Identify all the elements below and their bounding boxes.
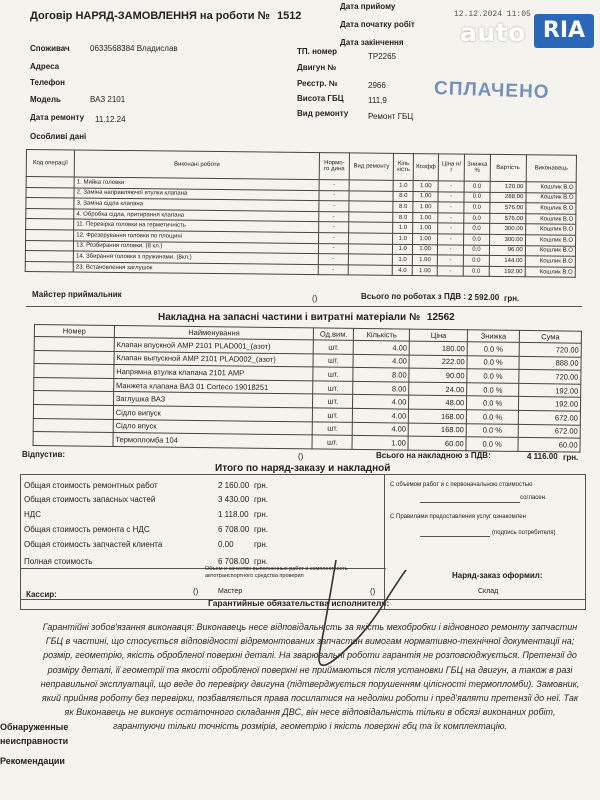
parts-cell-sum: 720.00 bbox=[519, 370, 581, 384]
parts-cell-qty: 1.00 bbox=[352, 436, 408, 450]
works-cell-disc: 0.0 bbox=[464, 181, 490, 192]
works-cell-qty: 1.0 bbox=[393, 244, 413, 255]
works-total-label: Всього по роботах з ПДВ : bbox=[361, 292, 467, 301]
works-cell-qty: 8.0 bbox=[393, 191, 413, 202]
cashier-paren: () bbox=[193, 587, 199, 596]
parts-cell-disc: 0.0 % bbox=[467, 369, 519, 383]
works-cell-name: 2. Заміна направляючої втулки клапана bbox=[74, 188, 319, 201]
works-cell-name: 12. Фрезерування головки по площині bbox=[74, 230, 319, 243]
works-cell-qty: 1.0 bbox=[393, 180, 413, 191]
parts-cell-disc: 0.0 % bbox=[466, 423, 518, 437]
works-cell-norm: - bbox=[318, 254, 348, 265]
summary-row-label: НДС bbox=[24, 510, 41, 519]
parts-cell-qty: 4.00 bbox=[353, 354, 409, 368]
works-cell-type bbox=[349, 180, 393, 191]
parts-cell-disc: 0.0 % bbox=[467, 383, 519, 397]
works-cell-coef: 1.00 bbox=[413, 191, 438, 202]
parts-invoice-number: 12562 bbox=[426, 312, 455, 323]
parts-cell-name: Сідло випуск bbox=[113, 405, 313, 421]
quality-check-note-line1: Объем и качество выполненных работ и комплектность bbox=[205, 566, 348, 572]
document-title: Договір НАРЯД-ЗАМОВЛЕННЯ на роботи № 1512 bbox=[30, 10, 302, 22]
works-cell-norm: - bbox=[318, 264, 348, 275]
watermark-auto-text: auto bbox=[460, 18, 526, 47]
head-height-value: 111,9 bbox=[368, 96, 387, 105]
parts-cell-qty: 4.00 bbox=[352, 422, 408, 436]
works-cell-worker: Кошлик В.О bbox=[526, 192, 576, 203]
works-cell-disc: 0.0 bbox=[464, 213, 490, 224]
summary-row-unit: грн. bbox=[254, 495, 269, 504]
summary-row-label: Общая стоимость ремонта с НДС bbox=[24, 525, 150, 534]
cashier-label: Кассир: bbox=[26, 590, 57, 599]
parts-cell-price: 168.00 bbox=[408, 423, 466, 437]
parts-cell-price: 180.00 bbox=[409, 341, 467, 355]
works-cell-price: - bbox=[438, 223, 464, 234]
parts-cell-disc: 0.0 % bbox=[467, 355, 519, 369]
master-receiver-label: Майстер приймальник bbox=[32, 290, 122, 299]
parts-cell-disc: 0.0 % bbox=[467, 342, 519, 356]
works-cell-disc: 0.0 bbox=[464, 223, 490, 234]
parts-cell-num bbox=[33, 418, 113, 433]
parts-cell-sum: 672.00 bbox=[518, 424, 580, 438]
works-cell-disc: 0.0 bbox=[464, 192, 490, 203]
works-cell-qty: 4.0 bbox=[392, 265, 412, 276]
parts-cell-num bbox=[34, 350, 114, 365]
works-cell-coef: 1.00 bbox=[413, 202, 438, 213]
works-col-worker: Виконавець bbox=[526, 155, 576, 183]
works-col-price: Ціна н/г bbox=[438, 154, 464, 181]
phone-label: Телефон bbox=[30, 78, 65, 87]
works-cell-code bbox=[25, 261, 73, 272]
works-cell-price: - bbox=[438, 244, 464, 255]
works-cell-worker: Кошлик В.О bbox=[526, 182, 576, 193]
works-cell-coef: 1.00 bbox=[413, 181, 438, 192]
works-cell-type bbox=[348, 243, 392, 254]
works-cell-norm: - bbox=[319, 211, 349, 222]
parts-cell-name: Сідло впуск bbox=[113, 419, 313, 435]
parts-cell-qty: 8.00 bbox=[353, 368, 409, 382]
parts-invoice-title: Накладна на запасні частини і витратні матеріали № 12562 bbox=[158, 312, 455, 323]
works-cell-qty: 1.0 bbox=[393, 223, 413, 234]
engine-number-label: Двигун № bbox=[297, 63, 337, 72]
works-cell-disc: 0.0 bbox=[463, 266, 489, 277]
parts-cell-sum: 60.00 bbox=[518, 438, 580, 452]
works-cell-norm: - bbox=[319, 222, 349, 233]
summary-divider bbox=[384, 474, 385, 610]
works-cell-worker: Кошлик В.О bbox=[526, 214, 576, 225]
parts-cell-num bbox=[34, 337, 114, 352]
summary-row-value: 1 118.00 bbox=[218, 510, 249, 519]
parts-col-number: Номер bbox=[34, 325, 114, 338]
works-cell-worker: Кошлик В.О bbox=[525, 224, 575, 235]
parts-cell-sum: 720.00 bbox=[519, 342, 581, 356]
parts-cell-num bbox=[33, 432, 113, 447]
parts-cell-sum: 192.00 bbox=[519, 383, 581, 397]
works-cell-name: 13. Розбирання головки. (8 кл.) bbox=[74, 241, 319, 254]
works-col-cost: Вартість bbox=[490, 154, 526, 181]
recommendations-label: Рекомендации bbox=[0, 756, 65, 766]
summary-row-unit: грн. bbox=[254, 557, 269, 566]
summary-row-label: Общая стоимость запасных частей bbox=[24, 495, 156, 504]
repair-date-label: Дата ремонту bbox=[30, 113, 85, 122]
works-cell-coef: 1.00 bbox=[413, 244, 438, 255]
parts-cell-price: 90.00 bbox=[409, 368, 467, 382]
works-cell-qty: 8.0 bbox=[393, 202, 413, 213]
consent-sign-line-2 bbox=[420, 536, 490, 537]
works-cell-worker: Кошлик В.О bbox=[525, 256, 575, 267]
works-cell-name: 3. Заміна сідла клапана bbox=[74, 198, 319, 211]
received-date-label: Дата прийому bbox=[340, 2, 396, 11]
parts-cell-qty: 4.00 bbox=[353, 408, 409, 422]
works-col-discount: Знижка % bbox=[464, 154, 490, 181]
address-label: Адреса bbox=[30, 62, 60, 71]
parts-total-currency: грн. bbox=[563, 453, 579, 462]
works-cell-price: - bbox=[438, 213, 464, 224]
works-cell-cost: 192.00 bbox=[489, 266, 525, 277]
parts-total-label: Всього на накладною з ПДВ: bbox=[376, 451, 491, 460]
parts-cell-price: 48.00 bbox=[409, 395, 467, 409]
guarantee-text: Гарантійні зобов'язання виконавця: Виконавець несе відповідальність за якість мехобробки і відновного ремонту запчастин ГБЦ в частині, що стосується відповідності відремонтованих запчастин вимогам нормативно-технічної документації на; розмір, геометрію, якість обробленої поверхні деталі. На зварювальні роботи гарантія не розповсюджується. Претензії до розміру деталі, її геометрії та якості обробленої поверхні не приймаються після установки ГБЦ на двигун, а також в разі неправильної эксплуатації, що веде до перевірку двигуна (підтверджується порушенням цілісності термопломби). Замовник, який прийняв роботу без перевірки, позбавляється права посилатися на недоліки роботи і пред'являти претензії до неї. Так як Виконавець не виконує остаточного складання ДВС, він несе відповідальність тільки в обсязі виконаних робіт, гарантуючи тільки точність розмірів, геометрію і якість поверхні гбц та їх комплектацію. bbox=[40, 622, 580, 732]
parts-cell-unit: шт. bbox=[313, 421, 353, 435]
works-col-code: Код операції bbox=[26, 150, 74, 178]
works-cell-price: - bbox=[437, 266, 463, 277]
parts-cell-unit: шт. bbox=[313, 408, 353, 422]
reg-number-label: Реєстр. № bbox=[297, 79, 338, 88]
parts-table bbox=[33, 324, 582, 452]
defects-label: Обнаруженные неисправности bbox=[0, 722, 69, 746]
consent-signature-label: (подпись потребителя) bbox=[492, 530, 556, 536]
works-cell-cost: 300.00 bbox=[489, 234, 525, 245]
parts-cell-qty: 4.00 bbox=[353, 395, 409, 409]
model-value: ВАЗ 2101 bbox=[90, 95, 126, 104]
works-cell-type bbox=[349, 212, 393, 223]
works-cell-type bbox=[348, 254, 392, 265]
parts-cell-sum: 672.00 bbox=[518, 410, 580, 424]
summary-row-value: 6 708.00 bbox=[218, 525, 250, 534]
start-date-label: Дата початку робіт bbox=[340, 20, 415, 29]
parts-cell-qty: 8.00 bbox=[353, 381, 409, 395]
works-cell-code bbox=[26, 219, 74, 230]
parts-cell-name: Клапан выпускной АМР 2101 PLAD002_(азот) bbox=[114, 351, 314, 367]
works-cell-disc: 0.0 bbox=[463, 255, 489, 266]
works-cell-qty: 1.0 bbox=[393, 233, 413, 244]
repair-type-value: Ремонт ГБЦ bbox=[368, 112, 414, 121]
works-cell-disc: 0.0 bbox=[464, 202, 490, 213]
parts-cell-price: 60.00 bbox=[408, 436, 466, 450]
works-cell-worker: Кошлик В.О bbox=[525, 266, 575, 277]
works-cell-qty: 1.0 bbox=[392, 255, 412, 266]
parts-cell-price: 168.00 bbox=[409, 409, 467, 423]
works-cell-code bbox=[26, 208, 74, 219]
works-total-currency: грн. bbox=[504, 294, 520, 303]
parts-cell-unit: шт. bbox=[313, 381, 353, 395]
parts-cell-num bbox=[34, 364, 114, 379]
works-cell-type bbox=[349, 222, 393, 233]
works-cell-coef: 1.00 bbox=[412, 265, 437, 276]
special-notes-label: Особливі дані bbox=[30, 132, 87, 141]
summary-row-label: Общая стоимость ремонтных работ bbox=[24, 481, 158, 490]
parts-col-sum: Сума bbox=[519, 330, 581, 343]
customer-value: 0633568384 Владислав bbox=[90, 44, 178, 53]
parts-cell-qty: 4.00 bbox=[353, 340, 409, 354]
consent-volume-text: С объемом работ и с первоначальною стоимостью bbox=[390, 482, 533, 488]
parts-col-unit: Од.вим. bbox=[314, 328, 354, 340]
works-cell-price: - bbox=[437, 255, 463, 266]
parts-cell-disc: 0.0 % bbox=[467, 396, 519, 410]
parts-cell-name: Клапан впускной АМР 2101 PLAD001_(азот) bbox=[114, 337, 314, 353]
works-cell-norm: - bbox=[319, 201, 349, 212]
repair-type-label: Вид ремонту bbox=[297, 109, 349, 118]
summary-row-value: 0.00 bbox=[218, 540, 234, 549]
works-cell-code bbox=[26, 229, 74, 240]
parts-col-qty: Кількість bbox=[354, 328, 410, 341]
works-cell-code bbox=[26, 177, 74, 188]
works-cell-coef: 1.00 bbox=[413, 255, 438, 266]
works-cell-cost: 120.00 bbox=[490, 181, 526, 192]
order-number: 1512 bbox=[276, 10, 302, 22]
summary-row-unit: грн. bbox=[254, 540, 269, 549]
parts-col-name: Найменування bbox=[114, 325, 314, 339]
warehouse-label: Склад bbox=[478, 588, 499, 595]
works-cell-price: - bbox=[438, 181, 464, 192]
works-cell-worker: Кошлик В.О bbox=[525, 245, 575, 256]
issued-by-label: Відпустив: bbox=[22, 450, 66, 459]
works-cell-type bbox=[348, 265, 392, 276]
works-cell-name: 23. Встановлення заглушок bbox=[73, 262, 318, 275]
parts-cell-name: Заглушка ВАЗ bbox=[113, 392, 313, 408]
quality-check-note-line2: автотранспортного средства проверил bbox=[205, 573, 304, 579]
parts-cell-unit: шт. bbox=[313, 354, 353, 368]
summary-row-unit: грн. bbox=[254, 481, 269, 490]
watermark-ria-badge: RIA bbox=[534, 14, 594, 48]
works-cell-code bbox=[26, 198, 74, 209]
parts-cell-unit: шт. bbox=[313, 367, 353, 381]
parts-cell-name: Манжета клапана ВАЗ 01 Corteco 19018251 bbox=[114, 378, 314, 394]
end-date-label: Дата закінчення bbox=[340, 38, 404, 47]
summary-row-value: 3 430.00 bbox=[218, 495, 250, 504]
tp-number-label: ТП. номер bbox=[297, 47, 337, 56]
summary-title: Итого по наряд-заказу и накладной bbox=[215, 463, 391, 474]
summary-row-label: Общая стоимость запчастей клиента bbox=[24, 540, 163, 549]
works-cell-disc: 0.0 bbox=[464, 245, 490, 256]
works-cell-cost: 576.00 bbox=[489, 213, 525, 224]
parts-cell-disc: 0.0 % bbox=[466, 410, 518, 424]
head-height-label: Висота ГБЦ bbox=[297, 94, 344, 103]
parts-cell-num bbox=[34, 391, 114, 406]
summary-row-label: Полная стоимость bbox=[24, 557, 93, 566]
consent-agree-text: согласен. bbox=[520, 495, 547, 501]
works-cell-code bbox=[26, 187, 74, 198]
works-cell-worker: Кошлик В.О bbox=[525, 235, 575, 246]
works-col-coef: Коэфф bbox=[413, 154, 438, 181]
works-table bbox=[25, 149, 577, 278]
works-col-type: Вид ремонту bbox=[349, 153, 393, 180]
tp-number-value: ТР2265 bbox=[368, 52, 397, 61]
works-cell-coef: 1.00 bbox=[413, 234, 438, 245]
works-cell-cost: 288.00 bbox=[490, 192, 526, 203]
works-cell-cost: 300.00 bbox=[489, 224, 525, 235]
parts-cell-disc: 0.0 % bbox=[466, 437, 518, 451]
works-col-name: Виконані роботи bbox=[74, 150, 319, 180]
works-cell-worker: Кошлик В.О bbox=[526, 203, 576, 214]
parts-total-value: 4 116.00 bbox=[527, 452, 558, 461]
summary-row-unit: грн. bbox=[254, 510, 269, 519]
master-receiver-paren: () bbox=[312, 294, 318, 303]
parts-cell-unit: шт. bbox=[312, 435, 352, 449]
works-cell-price: - bbox=[438, 191, 464, 202]
works-cell-price: - bbox=[438, 202, 464, 213]
order-formed-label: Наряд-заказ оформил: bbox=[452, 571, 543, 580]
works-cell-code bbox=[25, 240, 73, 251]
parts-col-discount: Знижка bbox=[467, 330, 519, 343]
works-cell-norm: - bbox=[319, 190, 349, 201]
works-cell-cost: 576.00 bbox=[490, 203, 526, 214]
received-date-value: 12.12.2024 11:05 bbox=[454, 10, 531, 19]
works-cell-name: 11. Перевірка головки на герметичність bbox=[74, 219, 319, 232]
works-cell-coef: 1.00 bbox=[413, 223, 438, 234]
parts-col-price: Ціна bbox=[410, 329, 468, 342]
works-cell-norm: - bbox=[319, 180, 349, 191]
parts-cell-unit: шт. bbox=[314, 340, 354, 354]
works-cell-price: - bbox=[438, 234, 464, 245]
summary-row-value: 6 708.00 bbox=[218, 557, 250, 566]
parts-cell-sum: 192.00 bbox=[519, 397, 581, 411]
separator-line bbox=[26, 306, 582, 307]
works-cell-name: 4. Обробка сідла, притирання клапана bbox=[74, 209, 319, 222]
customer-label: Споживач bbox=[30, 44, 70, 53]
works-col-qty: Кіль кість bbox=[393, 153, 413, 180]
parts-cell-num bbox=[34, 377, 114, 392]
works-cell-cost: 96.00 bbox=[489, 245, 525, 256]
works-cell-norm: - bbox=[318, 233, 348, 244]
works-cell-disc: 0.0 bbox=[464, 234, 490, 245]
works-col-norm: Нормо-го дина bbox=[319, 153, 349, 180]
works-cell-code bbox=[25, 251, 73, 262]
repair-date-value: 11.12.24 bbox=[95, 115, 126, 124]
parts-cell-name: Термопломба 104 bbox=[113, 433, 313, 449]
parts-cell-num bbox=[33, 404, 113, 419]
works-cell-coef: 1.00 bbox=[413, 212, 438, 223]
master-paren: () bbox=[370, 587, 376, 596]
parts-cell-name: Напрямна втулка клапана 2101 AMP bbox=[114, 365, 314, 381]
works-total-value: 2 592.00 bbox=[468, 293, 500, 302]
works-cell-name: 1. Мийка головки bbox=[74, 177, 319, 190]
works-cell-type bbox=[349, 201, 393, 212]
summary-row-value: 2 160.00 bbox=[218, 481, 250, 490]
works-cell-norm: - bbox=[318, 243, 348, 254]
parts-cell-unit: шт. bbox=[313, 394, 353, 408]
works-cell-name: 14. Збирання головки з пружинами. (8кл.) bbox=[73, 251, 318, 264]
paid-stamp: СПЛАЧЕНО bbox=[433, 77, 550, 104]
master-label: Мастер bbox=[218, 588, 243, 595]
parts-cell-price: 222.00 bbox=[409, 355, 467, 369]
summary-row-unit: грн. bbox=[254, 525, 269, 534]
issued-by-paren: () bbox=[298, 452, 304, 461]
guarantee-heading: Гарантийные обязательства исполнителя: bbox=[208, 598, 390, 608]
works-cell-type bbox=[349, 233, 393, 244]
works-cell-type bbox=[349, 190, 393, 201]
model-label: Модель bbox=[30, 95, 61, 104]
parts-cell-price: 24.00 bbox=[409, 382, 467, 396]
consent-sign-line-1 bbox=[420, 502, 520, 503]
reg-number-value: 2966 bbox=[368, 81, 386, 90]
works-cell-cost: 144.00 bbox=[489, 256, 525, 267]
works-cell-qty: 8.0 bbox=[393, 212, 413, 223]
parts-cell-sum: 888.00 bbox=[519, 356, 581, 370]
consent-rules-text: С Правилами предоставления услуг ознакомлен bbox=[390, 514, 526, 520]
